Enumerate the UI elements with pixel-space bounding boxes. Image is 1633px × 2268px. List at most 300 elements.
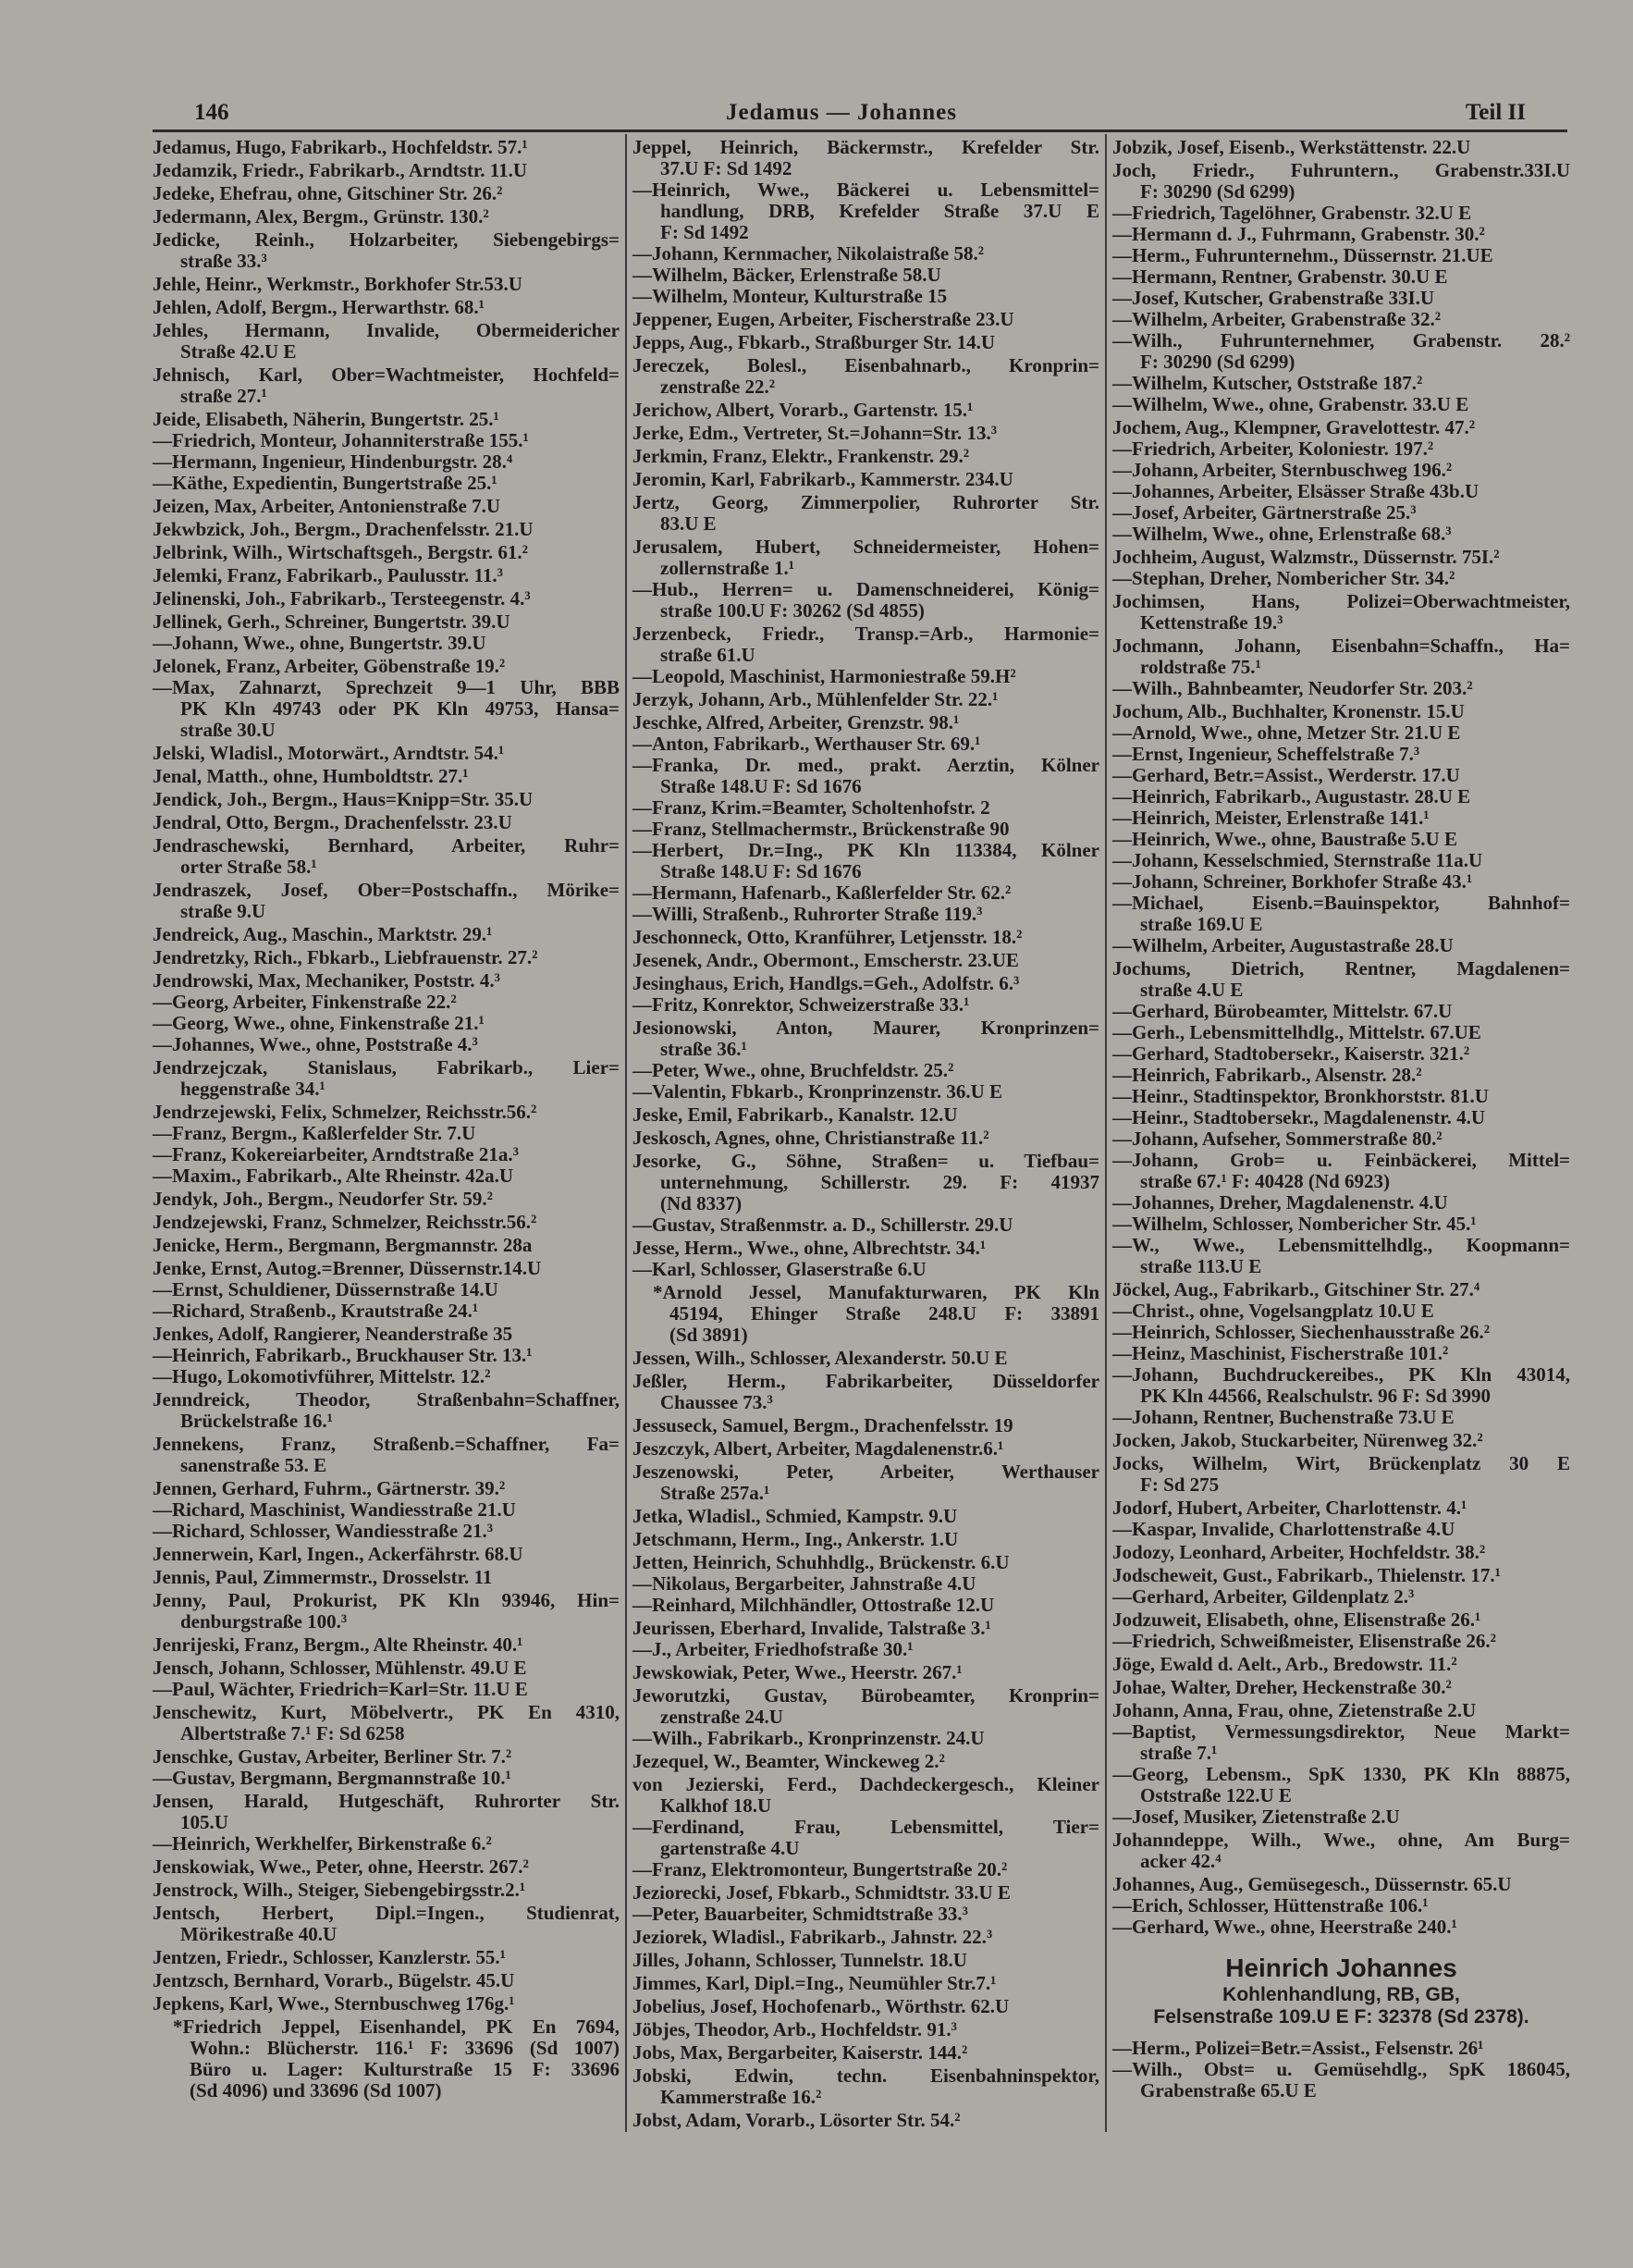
entry-line: —Johannes, Wwe., ohne, Poststraße 4.³	[153, 1033, 478, 1055]
advertisement-heinrich-johannes	[1112, 1953, 1570, 2028]
entry-line: von Jezierski, Ferd., Dachdeckergesch., Kleiner	[632, 1773, 1099, 1795]
entry-continuation-line: (Nd 8337)	[660, 1192, 743, 1214]
directory-entry	[153, 229, 620, 272]
advert-line: Felsenstraße 109.U E F: 32378 (Sd 2378).	[1153, 2006, 1529, 2028]
entry-line: —Max, Zahnarzt, Sprechzeit 9—1 Uhr, BBB	[153, 676, 620, 698]
entry-line: —Herm., Fuhrunternehm., Düssernstr. 21.UE	[1112, 244, 1493, 266]
directory-entry	[1112, 744, 1570, 765]
entry-line: Jennerwein, Karl, Ingen., Ackerfährstr. 68.U	[153, 1543, 523, 1565]
directory-entry	[1112, 1001, 1570, 1022]
entry-line: —Heinr., Stadtobersekr., Magdalenenstr. 4.U	[1112, 1106, 1486, 1128]
entry-line: Jenrijeski, Franz, Bergm., Alte Rheinstr. 40.¹	[153, 1633, 523, 1656]
entry-line: Jerusalem, Hubert, Schneidermeister, Hohen=	[632, 536, 1099, 558]
entry-line: —Christ., ohne, Vogelsangplatz 10.U E	[1112, 1300, 1434, 1322]
entry-line: Jedamzik, Friedr., Fabrikarb., Arndtstr. 11.U	[153, 159, 528, 181]
directory-entry	[1112, 1700, 1570, 1721]
entry-continuation-line: (Sd 3891)	[669, 1324, 748, 1346]
entry-continuation-line: 37.U F: Sd 1492	[660, 157, 792, 179]
directory-entry	[632, 689, 1099, 710]
directory-entry	[632, 1214, 1099, 1236]
directory-entry	[632, 1685, 1099, 1728]
entry-line: —Wilhelm, Monteur, Kulturstraße 15	[632, 285, 948, 307]
entry-line: Jendrzejczak, Stanislaus, Fabrikarb., Lier=	[153, 1056, 620, 1079]
entry-line: —Franz, Bergm., Kaßlerfelder Str. 7.U	[153, 1122, 476, 1144]
directory-entry	[153, 320, 620, 363]
entry-continuation-line: zenstraße 22.²	[660, 376, 776, 398]
entry-line: Jochheim, August, Walzmstr., Düssernstr. 75I.²	[1112, 546, 1500, 568]
entry-line: Jendzejewski, Franz, Schmelzer, Reichsstr.56.²	[153, 1211, 537, 1233]
directory-entry	[1112, 1721, 1570, 1764]
directory-entry	[153, 1567, 620, 1588]
directory-entry	[1112, 1895, 1570, 1917]
entry-line: —Heinrich, Wwe., Bäckerei u. Lebensmittel=	[632, 179, 1099, 201]
entry-line: Jeskosch, Agnes, ohne, Christianstraße 11.²	[632, 1127, 989, 1149]
entry-line: Jezequel, W., Beamter, Winckeweg 2.²	[632, 1750, 945, 1772]
directory-entry	[153, 924, 620, 945]
entry-line: —Erich, Schlosser, Hüttenstraße 106.¹	[1112, 1894, 1429, 1917]
entry-line: Jerichow, Albert, Vorarb., Gartenstr. 15.¹	[632, 399, 974, 421]
entry-line: *Arnold Jessel, Manufakturwaren, PK Kln	[653, 1281, 1099, 1303]
entry-line: —Hub., Herren= u. Damenschneiderei, König=	[632, 578, 1099, 600]
directory-entry	[153, 1679, 620, 1700]
entry-line: Jenschke, Gustav, Arbeiter, Berliner Str. 7.²	[153, 1745, 512, 1768]
directory-entry	[1112, 137, 1570, 158]
entry-continuation-line: straße 113.U E	[1140, 1255, 1262, 1277]
directory-entry	[1112, 871, 1570, 893]
entry-line: Jesse, Herm., Wwe., ohne, Albrechtstr. 34.¹	[632, 1237, 987, 1259]
entry-line: —Kaspar, Invalide, Charlottenstraße 4.U	[1112, 1518, 1455, 1540]
entry-line: Jeurissen, Eberhard, Invalide, Talstraße 3.¹	[632, 1617, 991, 1639]
entry-line: —Heinrich, Wwe., ohne, Baustraße 5.U E	[1112, 828, 1457, 850]
directory-entry	[153, 1013, 620, 1034]
directory-entry	[632, 840, 1099, 882]
directory-entry	[1112, 1235, 1570, 1277]
directory-entry	[632, 1662, 1099, 1683]
entry-line: Jewskowiak, Peter, Wwe., Heerstr. 267.¹	[632, 1661, 963, 1683]
directory-entry	[153, 409, 620, 430]
directory-entry	[153, 1499, 620, 1521]
entry-continuation-line: gartenstraße 4.U	[660, 1837, 800, 1859]
directory-entry	[153, 1791, 620, 1833]
entry-line: —Paul, Wächter, Friedrich=Karl=Str. 11.U E	[153, 1678, 528, 1700]
entry-line: Jöge, Ewald d. Aelt., Arb., Bredowstr. 11.²	[1112, 1653, 1457, 1675]
entry-line: —Friedrich, Schweißmeister, Elisenstraße 26.²	[1112, 1630, 1496, 1652]
entry-line: —Hermann d. J., Fuhrmann, Grabenstr. 30.²	[1112, 223, 1485, 245]
directory-entry	[1112, 765, 1570, 786]
directory-entry	[632, 1774, 1099, 1817]
directory-entry	[1112, 1654, 1570, 1675]
entry-line: Jensen, Harald, Hutgeschäft, Ruhrorter Str.	[153, 1790, 620, 1812]
entry-continuation-line: Straße 42.U E	[180, 340, 297, 363]
entry-line: —Franz, Krim.=Beamter, Scholtenhofstr. 2	[632, 796, 990, 819]
directory-entry	[632, 355, 1099, 398]
entry-line: Jochem, Aug., Klempner, Gravelottestr. 47.²	[1112, 416, 1476, 438]
directory-entry	[1112, 1150, 1570, 1192]
directory-entry	[1112, 1764, 1570, 1806]
entry-line: —Josef, Arbeiter, Gärtnerstraße 25.³	[1112, 501, 1417, 524]
entry-line: *Friedrich Jeppel, Eisenhandel, PK En 7694,	[173, 2015, 620, 2038]
entry-line: —Johann, Aufseher, Sommerstraße 80.²	[1112, 1128, 1443, 1150]
directory-entry	[1112, 1453, 1570, 1496]
entry-line: Jentsch, Herbert, Dipl.=Ingen., Studienrat,	[153, 1902, 620, 1924]
entry-line: Jedermann, Alex, Bergm., Grünstr. 130.²	[153, 205, 489, 228]
directory-entry	[632, 1104, 1099, 1126]
entry-continuation-line: Albertstraße 7.¹ F: Sd 6258	[180, 1722, 405, 1744]
entry-line: Jetka, Wladisl., Schmied, Kampstr. 9.U	[632, 1505, 958, 1527]
entry-continuation-line: Wohn.: Blücherstr. 116.¹ F: 33696 (Sd 1007)	[190, 2037, 620, 2059]
directory-entry	[1112, 1874, 1570, 1895]
directory-entry	[632, 469, 1099, 490]
directory-entry	[632, 1639, 1099, 1660]
entry-line: —Wilhelm, Kutscher, Oststraße 187.²	[1112, 372, 1423, 394]
directory-entry	[1112, 2038, 1570, 2059]
directory-entry	[153, 812, 620, 833]
entry-line: —Franz, Stellmachermstr., Brückenstraße 90	[632, 818, 1010, 840]
entry-line: —Ernst, Ingenieur, Scheffelstraße 7.³	[1112, 743, 1420, 765]
entry-continuation-line: PK Kln 44566, Realschulstr. 96 F: Sd 3990	[1140, 1385, 1492, 1407]
directory-entry	[1112, 2059, 1570, 2102]
directory-entry	[153, 1903, 620, 1945]
directory-entry	[1112, 1609, 1570, 1631]
entry-line: Jelbrink, Wilh., Wirtschaftsgeh., Bergstr. 61.²	[153, 541, 528, 563]
directory-entry	[153, 1324, 620, 1345]
directory-entry	[632, 243, 1099, 265]
directory-entry	[632, 1882, 1099, 1904]
entry-line: Jeske, Emil, Fabrikarb., Kanalstr. 12.U	[632, 1103, 958, 1126]
directory-entry	[632, 2042, 1099, 2064]
directory-entry	[153, 1768, 620, 1789]
directory-entry	[632, 1618, 1099, 1639]
entry-line: Johann, Anna, Frau, ohne, Zietenstraße 2.U	[1112, 1699, 1477, 1721]
column-entries	[1112, 137, 1570, 1938]
entry-continuation-line: (Sd 4096) und 33696 (Sd 1007)	[190, 2079, 442, 2102]
entry-line: —Gerh., Lebensmittelhdlg., Mittelstr. 67.UE	[1112, 1021, 1481, 1043]
entry-line: Jenndreick, Theodor, Straßenbahn=Schaffner,	[153, 1388, 620, 1411]
entry-line: —Leopold, Maschinist, Harmoniestraße 59.H²	[632, 665, 1016, 687]
entry-continuation-line: straße 30.U	[180, 719, 276, 741]
entry-line: Jedamus, Hugo, Fabrikarb., Hochfeldstr. 57.¹	[153, 136, 528, 158]
directory-entry	[153, 274, 620, 295]
entry-line: Jelonek, Franz, Arbeiter, Göbenstraße 19.²	[153, 655, 506, 677]
entry-line: —Georg, Wwe., ohne, Finkenstraße 21.¹	[153, 1012, 485, 1034]
entry-line: Jekwbzick, Joh., Bergm., Drachenfelsstr. 21.U	[153, 518, 534, 540]
entry-line: —Friedrich, Arbeiter, Koloniestr. 197.²	[1112, 438, 1434, 460]
directory-entry	[1112, 1128, 1570, 1150]
directory-entry	[153, 1702, 620, 1744]
entry-line: —Nikolaus, Bergarbeiter, Jahnstraße 4.U	[632, 1572, 976, 1595]
directory-entry	[632, 950, 1099, 971]
directory-entry	[632, 179, 1099, 243]
entry-line: Jepkens, Karl, Wwe., Sternbuschweg 176g.¹	[153, 1992, 515, 2015]
entry-line: —Gerhard, Bürobeamter, Mittelstr. 67.U	[1112, 1000, 1453, 1022]
entry-line: —Hugo, Lokomotivführer, Mittelstr. 12.²	[153, 1365, 491, 1387]
entry-continuation-line: Brückelstraße 16.¹	[180, 1410, 333, 1432]
entry-continuation-line: handlung, DRB, Krefelder Straße 37.U E	[660, 200, 1099, 222]
directory-entry	[153, 137, 620, 158]
directory-entry	[153, 1345, 620, 1366]
entry-continuation-line: F: 30290 (Sd 6299)	[1140, 351, 1295, 373]
entry-line: Jedicke, Reinh., Holzarbeiter, Siebengebirgs=	[153, 228, 620, 251]
entry-line: —Georg, Lebensm., SpK 1330, PK Kln 88875,	[1112, 1763, 1570, 1785]
entry-continuation-line: zenstraße 24.U	[660, 1706, 783, 1728]
entry-line: —Wilhelm, Bäcker, Erlenstraße 58.U	[632, 264, 941, 286]
directory-entry	[1112, 1279, 1570, 1300]
entry-continuation-line: unternehmung, Schillerstr. 29. F: 41937	[660, 1171, 1099, 1193]
directory-entry	[1112, 481, 1570, 502]
directory-entry	[153, 1833, 620, 1855]
directory-entry	[1112, 394, 1570, 415]
entry-line: —Johannes, Dreher, Magdalenenstr. 4.U	[1112, 1191, 1448, 1214]
directory-entry	[632, 1927, 1099, 1948]
directory-entry	[153, 1057, 620, 1100]
entry-line: Jobs, Max, Bergarbeiter, Kaiserstr. 144.²	[632, 2041, 968, 2064]
directory-entry	[632, 309, 1099, 330]
directory-entry	[1112, 373, 1570, 394]
directory-entry	[153, 430, 620, 451]
directory-entry	[632, 1728, 1099, 1749]
entry-line: Jenicke, Herm., Bergmann, Bergmannstr. 28a	[153, 1234, 533, 1256]
directory-entry	[632, 492, 1099, 535]
directory-entry	[153, 1279, 620, 1300]
directory-column-3	[1112, 137, 1570, 2102]
entry-line: Jeromin, Karl, Fabrikarb., Kammerstr. 234.U	[632, 468, 1013, 490]
directory-entry	[1112, 502, 1570, 524]
entry-line: —Herm., Polizei=Betr.=Assist., Felsenstr. 26¹	[1112, 2037, 1484, 2059]
directory-entry	[1112, 1519, 1570, 1540]
page-header	[153, 92, 1567, 132]
section-label: Teil II	[1465, 100, 1526, 125]
directory-entry	[1112, 850, 1570, 871]
directory-entry	[153, 633, 620, 654]
entry-continuation-line: F: Sd 275	[1140, 1473, 1220, 1496]
entry-line: Jendick, Joh., Bergm., Haus=Knipp=Str. 35.U	[153, 788, 534, 810]
directory-entry	[153, 1856, 620, 1878]
entry-line: Jehlen, Adolf, Bergm., Herwarthstr. 68.¹	[153, 296, 485, 318]
directory-entry	[153, 992, 620, 1013]
directory-entry	[1112, 893, 1570, 935]
directory-entry	[153, 1034, 620, 1055]
directory-entry	[632, 1950, 1099, 1971]
directory-entry	[632, 755, 1099, 797]
entry-line: Jenny, Paul, Prokurist, PK Kln 93946, Hin=	[153, 1589, 620, 1611]
directory-entry	[632, 1415, 1099, 1436]
entry-line: Jessuseck, Samuel, Bergm., Drachenfelsstr. 19	[632, 1414, 1013, 1436]
entry-continuation-line: straße 67.¹ F: 40428 (Nd 6923)	[1140, 1170, 1390, 1192]
entry-line: —Josef, Musiker, Zietenstraße 2.U	[1112, 1806, 1400, 1828]
entry-line: —Gerhard, Arbeiter, Gildenplatz 2.³	[1112, 1585, 1415, 1608]
directory-entry	[632, 1128, 1099, 1149]
directory-entry	[1112, 1364, 1570, 1407]
entry-line: —Heinrich, Meister, Erlenstraße 141.¹	[1112, 807, 1430, 829]
entry-continuation-line: Oststraße 122.U E	[1140, 1784, 1292, 1806]
entry-line: Jocken, Jakob, Stuckarbeiter, Nürenweg 32.²	[1112, 1429, 1483, 1451]
entry-line: Jobelius, Josef, Hochofenarb., Wörthstr. 62.U	[632, 1995, 1010, 2017]
entry-line: Jetten, Heinrich, Schuhhdlg., Brückenstr. 6.U	[632, 1551, 1010, 1573]
entry-line: —Wilh., Fabrikarb., Kronprinzenstr. 24.U	[632, 1727, 985, 1749]
entry-line: Jerkmin, Franz, Elektr., Frankenstr. 29.²	[632, 445, 970, 467]
directory-entry	[153, 1993, 620, 2015]
entry-line: Jesionowski, Anton, Maurer, Kronprinzen=	[632, 1017, 1099, 1039]
directory-entry	[1112, 547, 1570, 568]
entry-continuation-line: Straße 257a.¹	[660, 1482, 770, 1504]
directory-entry	[632, 733, 1099, 755]
entry-line: —Johann, Rentner, Buchenstraße 73.U E	[1112, 1406, 1455, 1428]
directory-entry	[153, 1144, 620, 1165]
entry-line: —Michael, Eisenb.=Bauinspektor, Bahnhof=	[1112, 892, 1570, 914]
directory-entry	[153, 1478, 620, 1499]
entry-line: Jendretzky, Rich., Fbkarb., Liebfrauenstr. 27.²	[153, 946, 538, 968]
directory-entry	[632, 797, 1099, 819]
directory-entry	[153, 656, 620, 677]
directory-entry	[1112, 1806, 1570, 1828]
entry-line: Jendreick, Aug., Maschin., Marktstr. 29.¹	[153, 923, 493, 945]
entry-line: Jodozy, Leonhard, Arbeiter, Hochfeldstr. 38.²	[1112, 1541, 1486, 1563]
directory-entry	[632, 1506, 1099, 1527]
directory-entry	[632, 265, 1099, 286]
directory-entry	[632, 1017, 1099, 1060]
entry-line: —Herbert, Dr.=Ing., PK Kln 113384, Kölner	[632, 839, 1099, 861]
entry-line: —Johann, Wwe., ohne, Bungertstr. 39.U	[153, 632, 486, 654]
entry-line: Jobzik, Josef, Eisenb., Werkstättenstr. 22.U	[1112, 136, 1471, 158]
entry-line: —Peter, Bauarbeiter, Schmidtstraße 33.³	[632, 1903, 968, 1925]
entry-line: —Wilhelm, Wwe., ohne, Grabenstr. 33.U E	[1112, 393, 1469, 415]
entry-line: Jehnisch, Karl, Ober=Wachtmeister, Hochfeld=	[153, 364, 620, 386]
directory-entry	[1112, 160, 1570, 203]
entry-line: —Georg, Arbeiter, Finkenstraße 22.²	[153, 991, 457, 1013]
entry-continuation-line: F: 30290 (Sd 6299)	[1140, 180, 1295, 203]
entry-line: Jehle, Heinr., Werkmstr., Borkhofer Str.53.U	[153, 273, 522, 295]
directory-entry	[632, 1259, 1099, 1280]
entry-line: Jobski, Edwin, techn. Eisenbahninspektor,	[632, 2065, 1099, 2087]
entry-line: Jochmann, Johann, Eisenbahn=Schaffn., Ha=	[1112, 635, 1570, 657]
directory-entry	[153, 970, 620, 992]
directory-entry	[632, 1081, 1099, 1103]
entry-line: —Johann, Grob= u. Feinbäckerei, Mittel=	[1112, 1149, 1570, 1171]
entry-continuation-line: Büro u. Lager: Kulturstraße 15 F: 33696	[190, 2058, 620, 2080]
entry-continuation-line: Mörikestraße 40.U	[180, 1923, 338, 1945]
entry-line: —Johann, Kesselschmied, Sternstraße 11a.U	[1112, 849, 1483, 871]
directory-entry	[632, 1996, 1099, 2017]
entry-continuation-line: Kalkhof 18.U	[660, 1794, 772, 1817]
page-number: 146	[194, 100, 229, 125]
directory-entry	[1112, 1565, 1570, 1586]
directory-entry	[153, 588, 620, 610]
entry-line: Jeszenowski, Peter, Arbeiter, Werthauser	[632, 1461, 1099, 1483]
entry-line: Jentzen, Friedr., Schlosser, Kanzlerstr. 55.¹	[153, 1946, 506, 1968]
entry-line: Johae, Walter, Dreher, Heckenstraße 30.²	[1112, 1676, 1452, 1698]
entry-line: —Peter, Wwe., ohne, Bruchfeldstr. 25.²	[632, 1059, 954, 1081]
entry-line: —Wilh., Bahnbeamter, Neudorfer Str. 203.²	[1112, 677, 1473, 699]
directory-entry	[153, 297, 620, 318]
entry-continuation-line: denburgstraße 100.³	[180, 1610, 348, 1633]
entry-line: —Heinz, Maschinist, Fischerstraße 101.²	[1112, 1342, 1449, 1364]
entry-continuation-line: straße 33.³	[180, 250, 267, 272]
directory-entry	[632, 332, 1099, 353]
entry-line: —Heinr., Stadtinspektor, Bronkhorststr. 81.U	[1112, 1085, 1489, 1107]
entry-line: Jeßler, Herm., Fabrikarbeiter, Düsseldorfer	[632, 1370, 1099, 1392]
directory-entry	[632, 1371, 1099, 1413]
entry-line: Jeizen, Max, Arbeiter, Antonienstraße 7.U	[153, 495, 501, 517]
directory-entry	[153, 542, 620, 563]
directory-entry	[1112, 245, 1570, 266]
entry-continuation-line: Kammerstraße 16.²	[660, 2086, 822, 2108]
entry-line: —Heinrich, Fabrikarb., Alsenstr. 28.²	[1112, 1064, 1422, 1086]
entry-line: —Richard, Straßenb., Krautstraße 24.¹	[153, 1300, 479, 1322]
entry-line: Jeschonneck, Otto, Kranführer, Letjensstr. 18.²	[632, 926, 1023, 948]
directory-entry	[1112, 1586, 1570, 1608]
directory-entry	[153, 1389, 620, 1432]
directory-entry	[153, 1947, 620, 1968]
directory-entry	[632, 904, 1099, 925]
directory-entry	[1112, 1107, 1570, 1128]
directory-entry	[632, 973, 1099, 994]
directory-entry	[632, 1817, 1099, 1859]
entry-line: Jenschewitz, Kurt, Möbelvertr., PK En 4310,	[153, 1701, 620, 1723]
entry-line: —Heinrich, Werkhelfer, Birkenstraße 6.²	[153, 1832, 492, 1855]
entry-line: —J., Arbeiter, Friedhofstraße 30.¹	[632, 1638, 914, 1660]
entry-line: Johannes, Aug., Gemüsegesch., Düssernstr. 65.U	[1112, 1873, 1512, 1895]
entry-line: —Karl, Schlosser, Glaserstraße 6.U	[632, 1258, 927, 1280]
directory-entry	[1112, 309, 1570, 330]
directory-entry	[632, 1529, 1099, 1550]
directory-entry	[632, 666, 1099, 687]
entry-continuation-line: Kettenstraße 19.³	[1140, 611, 1283, 634]
entry-line: Jendyk, Joh., Bergm., Neudorfer Str. 59.²	[153, 1188, 493, 1210]
directory-entry	[1112, 1343, 1570, 1364]
directory-entry	[153, 1746, 620, 1768]
directory-entry	[1112, 1065, 1570, 1086]
directory-entry	[1112, 1631, 1570, 1652]
directory-entry	[1112, 591, 1570, 634]
entry-line: Jesorke, G., Söhne, Straßen= u. Tiefbau=	[632, 1150, 1099, 1172]
directory-entry	[632, 927, 1099, 948]
entry-line: —Heinrich, Schlosser, Siechenhausstraße 26.²	[1112, 1321, 1491, 1343]
directory-entry	[153, 766, 620, 787]
entry-line: —Heinrich, Fabrikarb., Bruckhauser Str. 13.¹	[153, 1344, 533, 1366]
directory-entry	[153, 1366, 620, 1387]
entry-line: —Hermann, Rentner, Grabenstr. 30.U E	[1112, 265, 1448, 288]
directory-entry	[1112, 224, 1570, 245]
entry-line: Jepps, Aug., Fbkarb., Straßburger Str. 14.U	[632, 331, 996, 353]
directory-entry	[1112, 1086, 1570, 1107]
directory-entry	[632, 1348, 1099, 1369]
entry-continuation-line: F: Sd 1492	[660, 221, 749, 243]
entry-line: Jendrzejewski, Felix, Schmelzer, Reichsstr.56.²	[153, 1101, 537, 1123]
directory-entry	[153, 1880, 620, 1901]
entry-line: —Anton, Fabrikarb., Werthauser Str. 69.¹	[632, 733, 981, 755]
directory-entry	[632, 2110, 1099, 2131]
entry-line: —Hermann, Hafenarb., Kaßlerfelder Str. 62.²	[632, 881, 1012, 904]
entry-line: Jerzyk, Johann, Arb., Mühlenfelder Str. 22.¹	[632, 688, 999, 710]
directory-entry	[153, 743, 620, 764]
entry-line: —Wilhelm, Wwe., ohne, Erlenstraße 68.³	[1112, 523, 1452, 545]
directory-column-1	[153, 137, 620, 2102]
directory-entry	[632, 1573, 1099, 1595]
directory-entry	[1112, 635, 1570, 678]
entry-continuation-line: straße 27.¹	[180, 385, 267, 407]
directory-entry	[632, 400, 1099, 421]
directory-entry	[1112, 1322, 1570, 1343]
entry-line: Joch, Friedr., Fuhruntern., Grabenstr.33I.U	[1112, 159, 1570, 181]
entry-continuation-line: Chaussee 73.³	[660, 1391, 773, 1413]
directory-entry	[153, 1300, 620, 1322]
entry-line: —Wilh., Fuhrunternehmer, Grabenstr. 28.²	[1112, 329, 1570, 351]
entry-line: Jereczek, Bolesl., Eisenbahnarb., Kronprin=	[632, 354, 1099, 376]
entry-line: Jilles, Johann, Schlosser, Tunnelstr. 18.U	[632, 1949, 967, 1971]
running-head-range: Jedamus — Johannes	[726, 100, 957, 125]
directory-entry	[153, 183, 620, 204]
entry-line: —Franz, Kokereiarbeiter, Arndtstraße 21a.³	[153, 1143, 519, 1165]
